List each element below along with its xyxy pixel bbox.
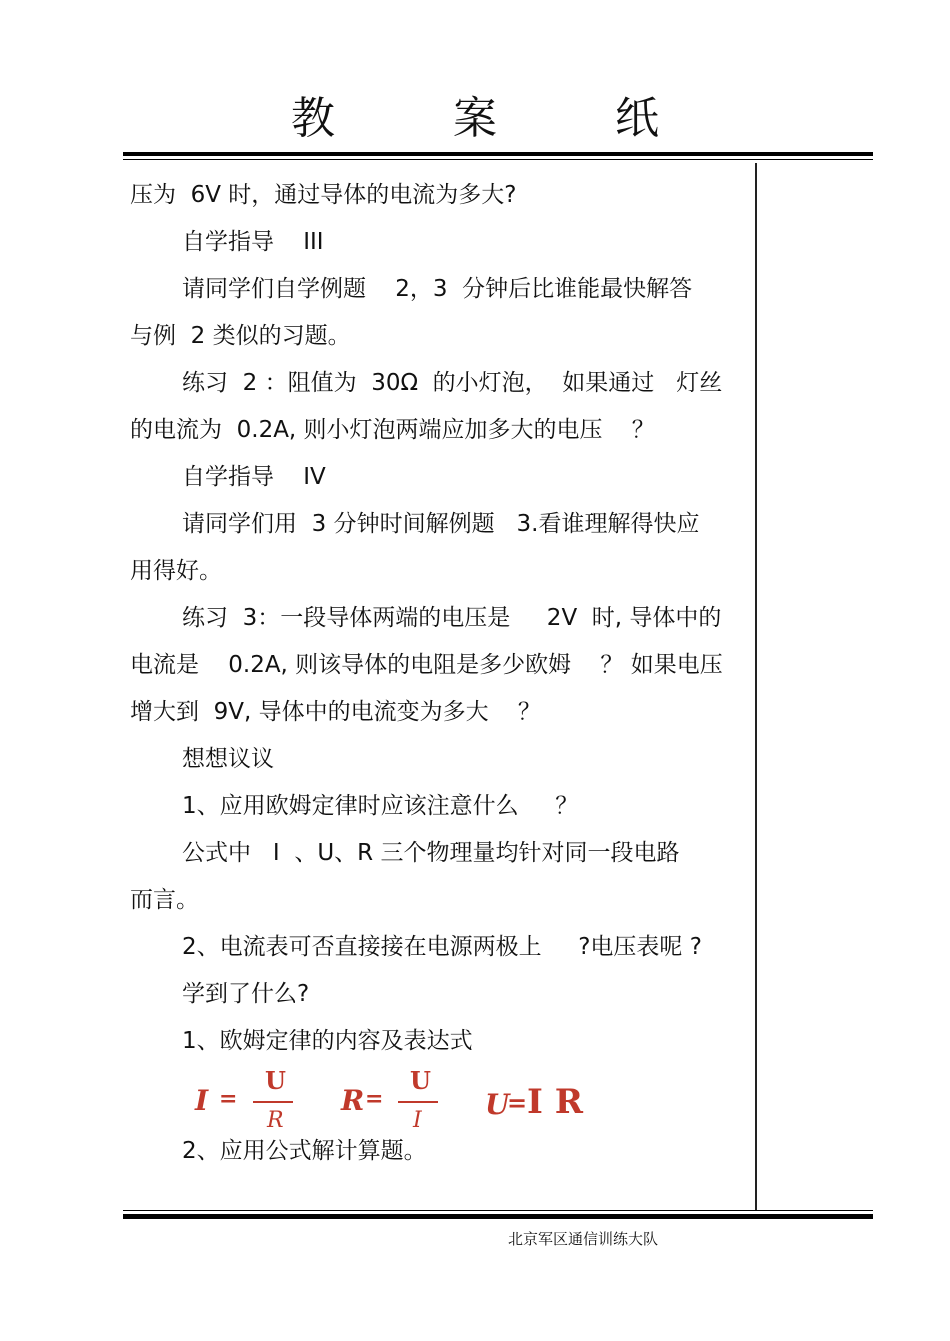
right-margin-line	[755, 163, 757, 1210]
text-line: 压为 6V 时，通过导体的电流为多大?	[130, 182, 517, 208]
text-line: 与例 2 类似的习题。	[130, 323, 351, 349]
formula-2-equals: =	[365, 1086, 384, 1112]
formula-1-lhs: I	[195, 1084, 209, 1117]
formula-2-lhs: R	[341, 1084, 365, 1117]
formula-1-equals: =	[219, 1086, 238, 1112]
text-line: 练习 3：一段导体两端的电压是 2V 时, 导体中的	[182, 605, 722, 631]
formula-3-lhs: U	[485, 1088, 510, 1121]
text-line: 学到了什么?	[182, 981, 310, 1007]
bottom-rule-thick	[123, 1214, 873, 1219]
formula-3-equals: =	[507, 1088, 528, 1117]
formula-2-fraction-bar	[398, 1101, 438, 1103]
last-line: 2、应用公式解计算题。	[182, 1138, 427, 1164]
text-line: 请同学们用 3 分钟时间解例题 3.看谁理解得快应	[182, 511, 700, 537]
top-rule-thick	[123, 152, 873, 156]
top-rule-thin	[123, 159, 873, 160]
text-line: 练习 2 ：阻值为 30Ω 的小灯泡， 如果通过 灯丝	[182, 370, 723, 396]
formula-1-numerator: U	[265, 1066, 286, 1095]
formula-3-rhs: I R	[527, 1082, 583, 1122]
text-line: 请同学们自学例题 2，3 分钟后比谁能最快解答	[182, 276, 693, 302]
text-line: 的电流为 0.2A, 则小灯泡两端应加多大的电压 ？	[130, 417, 655, 443]
footer-org: 北京军区通信训练大队	[508, 1230, 659, 1248]
text-line: 2、电流表可否直接接在电源两极上 ?电压表呢 ?	[182, 934, 702, 960]
text-line: 想想议议	[182, 746, 274, 772]
text-line: 1、欧姆定律的内容及表达式	[182, 1028, 473, 1054]
page-title: 教 案 纸	[291, 93, 711, 144]
formula-1-fraction-bar	[253, 1101, 293, 1103]
text-line: 用得好。	[130, 558, 222, 584]
text-line: 1、应用欧姆定律时应该注意什么 ？	[182, 793, 579, 819]
text-line: 自学指导 IV	[182, 464, 326, 490]
text-line: 自学指导 III	[182, 229, 324, 255]
text-line: 公式中 I 、U、R 三个物理量均针对同一段电路	[182, 840, 680, 866]
text-line: 电流是 0.2A, 则该导体的电阻是多少欧姆 ？ 如果电压	[130, 652, 723, 678]
formula-2-numerator: U	[410, 1066, 431, 1095]
text-line: 增大到 9V, 导体中的电流变为多大 ？	[130, 699, 541, 725]
formula-1-denominator: R	[267, 1108, 284, 1133]
lesson-body	[130, 172, 750, 1065]
text-line: 而言。	[130, 887, 199, 913]
bottom-rule-thin	[123, 1210, 873, 1211]
formula-2-denominator: I	[413, 1108, 422, 1133]
